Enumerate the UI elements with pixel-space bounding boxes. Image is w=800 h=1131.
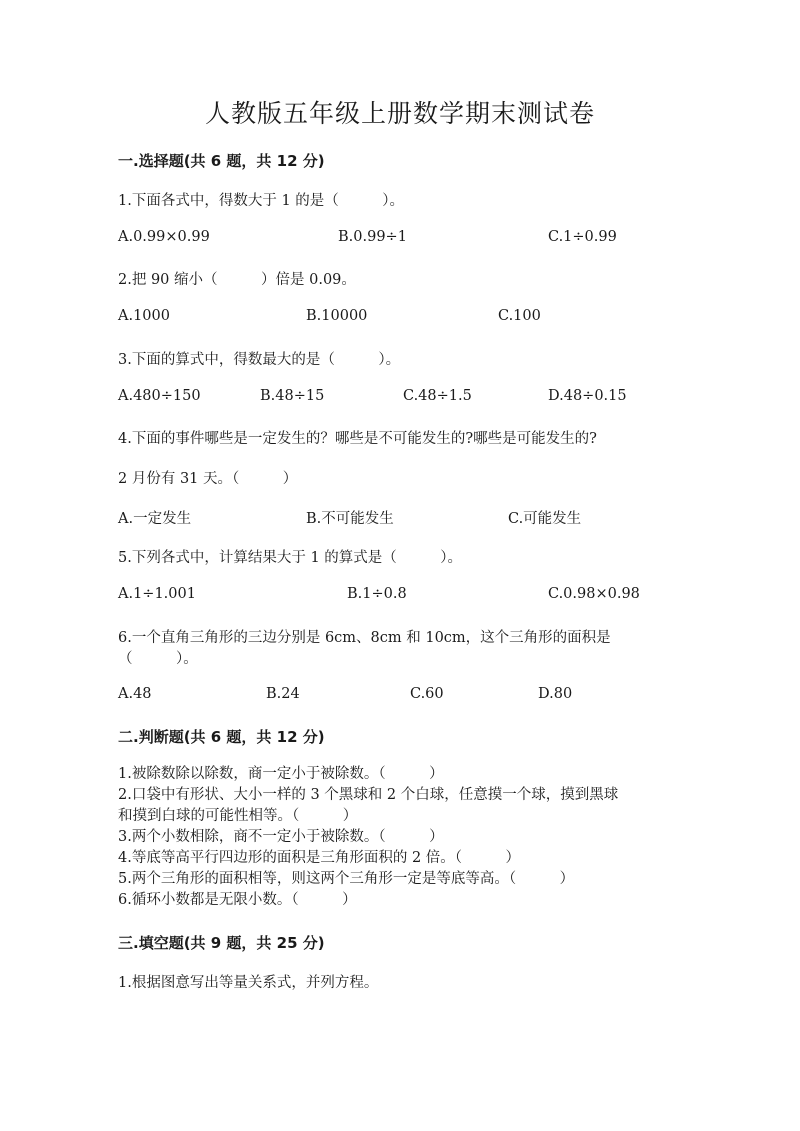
option-b: B.0.99÷1 (338, 229, 407, 245)
option-c: C.0.98×0.98 (548, 586, 640, 602)
section-heading-choice: 一.选择题(共 6 题，共 12 分) (118, 152, 325, 170)
option-a: A.480÷150 (118, 388, 201, 404)
option-a: A.1000 (118, 308, 170, 324)
option-a: A.1÷1.001 (118, 586, 196, 602)
option-b: B.48÷15 (260, 388, 325, 404)
question-2: 2.把 90 缩小（ ）倍是 0.09。 (118, 272, 356, 288)
judgment-line: 5.两个三角形的面积相等，则这两个三角形一定是等底等高。（ ） (118, 871, 575, 887)
judgment-line: 和摸到白球的可能性相等。（ ） (118, 808, 358, 824)
option-a: A.48 (118, 686, 152, 702)
judgment-line: 3.两个小数相除，商不一定小于被除数。（ ） (118, 829, 444, 845)
option-a: A.0.99×0.99 (118, 229, 210, 245)
judgment-line: 4.等底等高平行四边形的面积是三角形面积的 2 倍。（ ） (118, 850, 521, 866)
question-3: 3.下面的算式中，得数最大的是（ ）。 (118, 352, 401, 368)
option-d: D.80 (538, 686, 573, 702)
option-b: B.24 (266, 686, 300, 702)
question-6: 6.一个直角三角形的三边分别是 6cm、8cm 和 10cm，这个三角形的面积是 (118, 630, 611, 646)
option-c: C.可能发生 (508, 511, 582, 527)
question-5: 5.下列各式中，计算结果大于 1 的算式是（ ）。 (118, 550, 463, 566)
question-4: 4.下面的事件哪些是一定发生的？哪些是不可能发生的?哪些是可能发生的? (118, 431, 597, 447)
option-c: C.100 (498, 308, 541, 324)
question-4-statement: 2 月份有 31 天。（ ） (118, 471, 298, 487)
judgment-list (118, 764, 618, 911)
option-d: D.48÷0.15 (548, 388, 627, 404)
judgment-line: 1.被除数除以除数，商一定小于被除数。（ ） (118, 766, 444, 782)
option-b: B.1÷0.8 (347, 586, 407, 602)
question-6-blank: （ ）。 (118, 651, 198, 667)
judgment-line: 2.口袋中有形状、大小一样的 3 个黑球和 2 个白球，任意摸一个球，摸到黑球 (118, 787, 619, 803)
option-c: C.48÷1.5 (403, 388, 472, 404)
option-c: C.60 (410, 686, 444, 702)
option-c: C.1÷0.99 (548, 229, 617, 245)
option-b: B.不可能发生 (306, 511, 394, 527)
option-b: B.10000 (306, 308, 368, 324)
section-heading-fill-blank: 三.填空题(共 9 题，共 25 分) (118, 934, 325, 952)
section-heading-judgment: 二.判断题(共 6 题，共 12 分) (118, 728, 325, 746)
exam-title: 人教版五年级上册数学期末测试卷 (204, 99, 595, 128)
question-1: 1.下面各式中，得数大于 1 的是（ ）。 (118, 193, 405, 209)
judgment-line: 6.循环小数都是无限小数。（ ） (118, 892, 357, 908)
fill-question-1: 1.根据图意写出等量关系式，并列方程。 (118, 975, 379, 991)
option-a: A.一定发生 (118, 511, 192, 527)
